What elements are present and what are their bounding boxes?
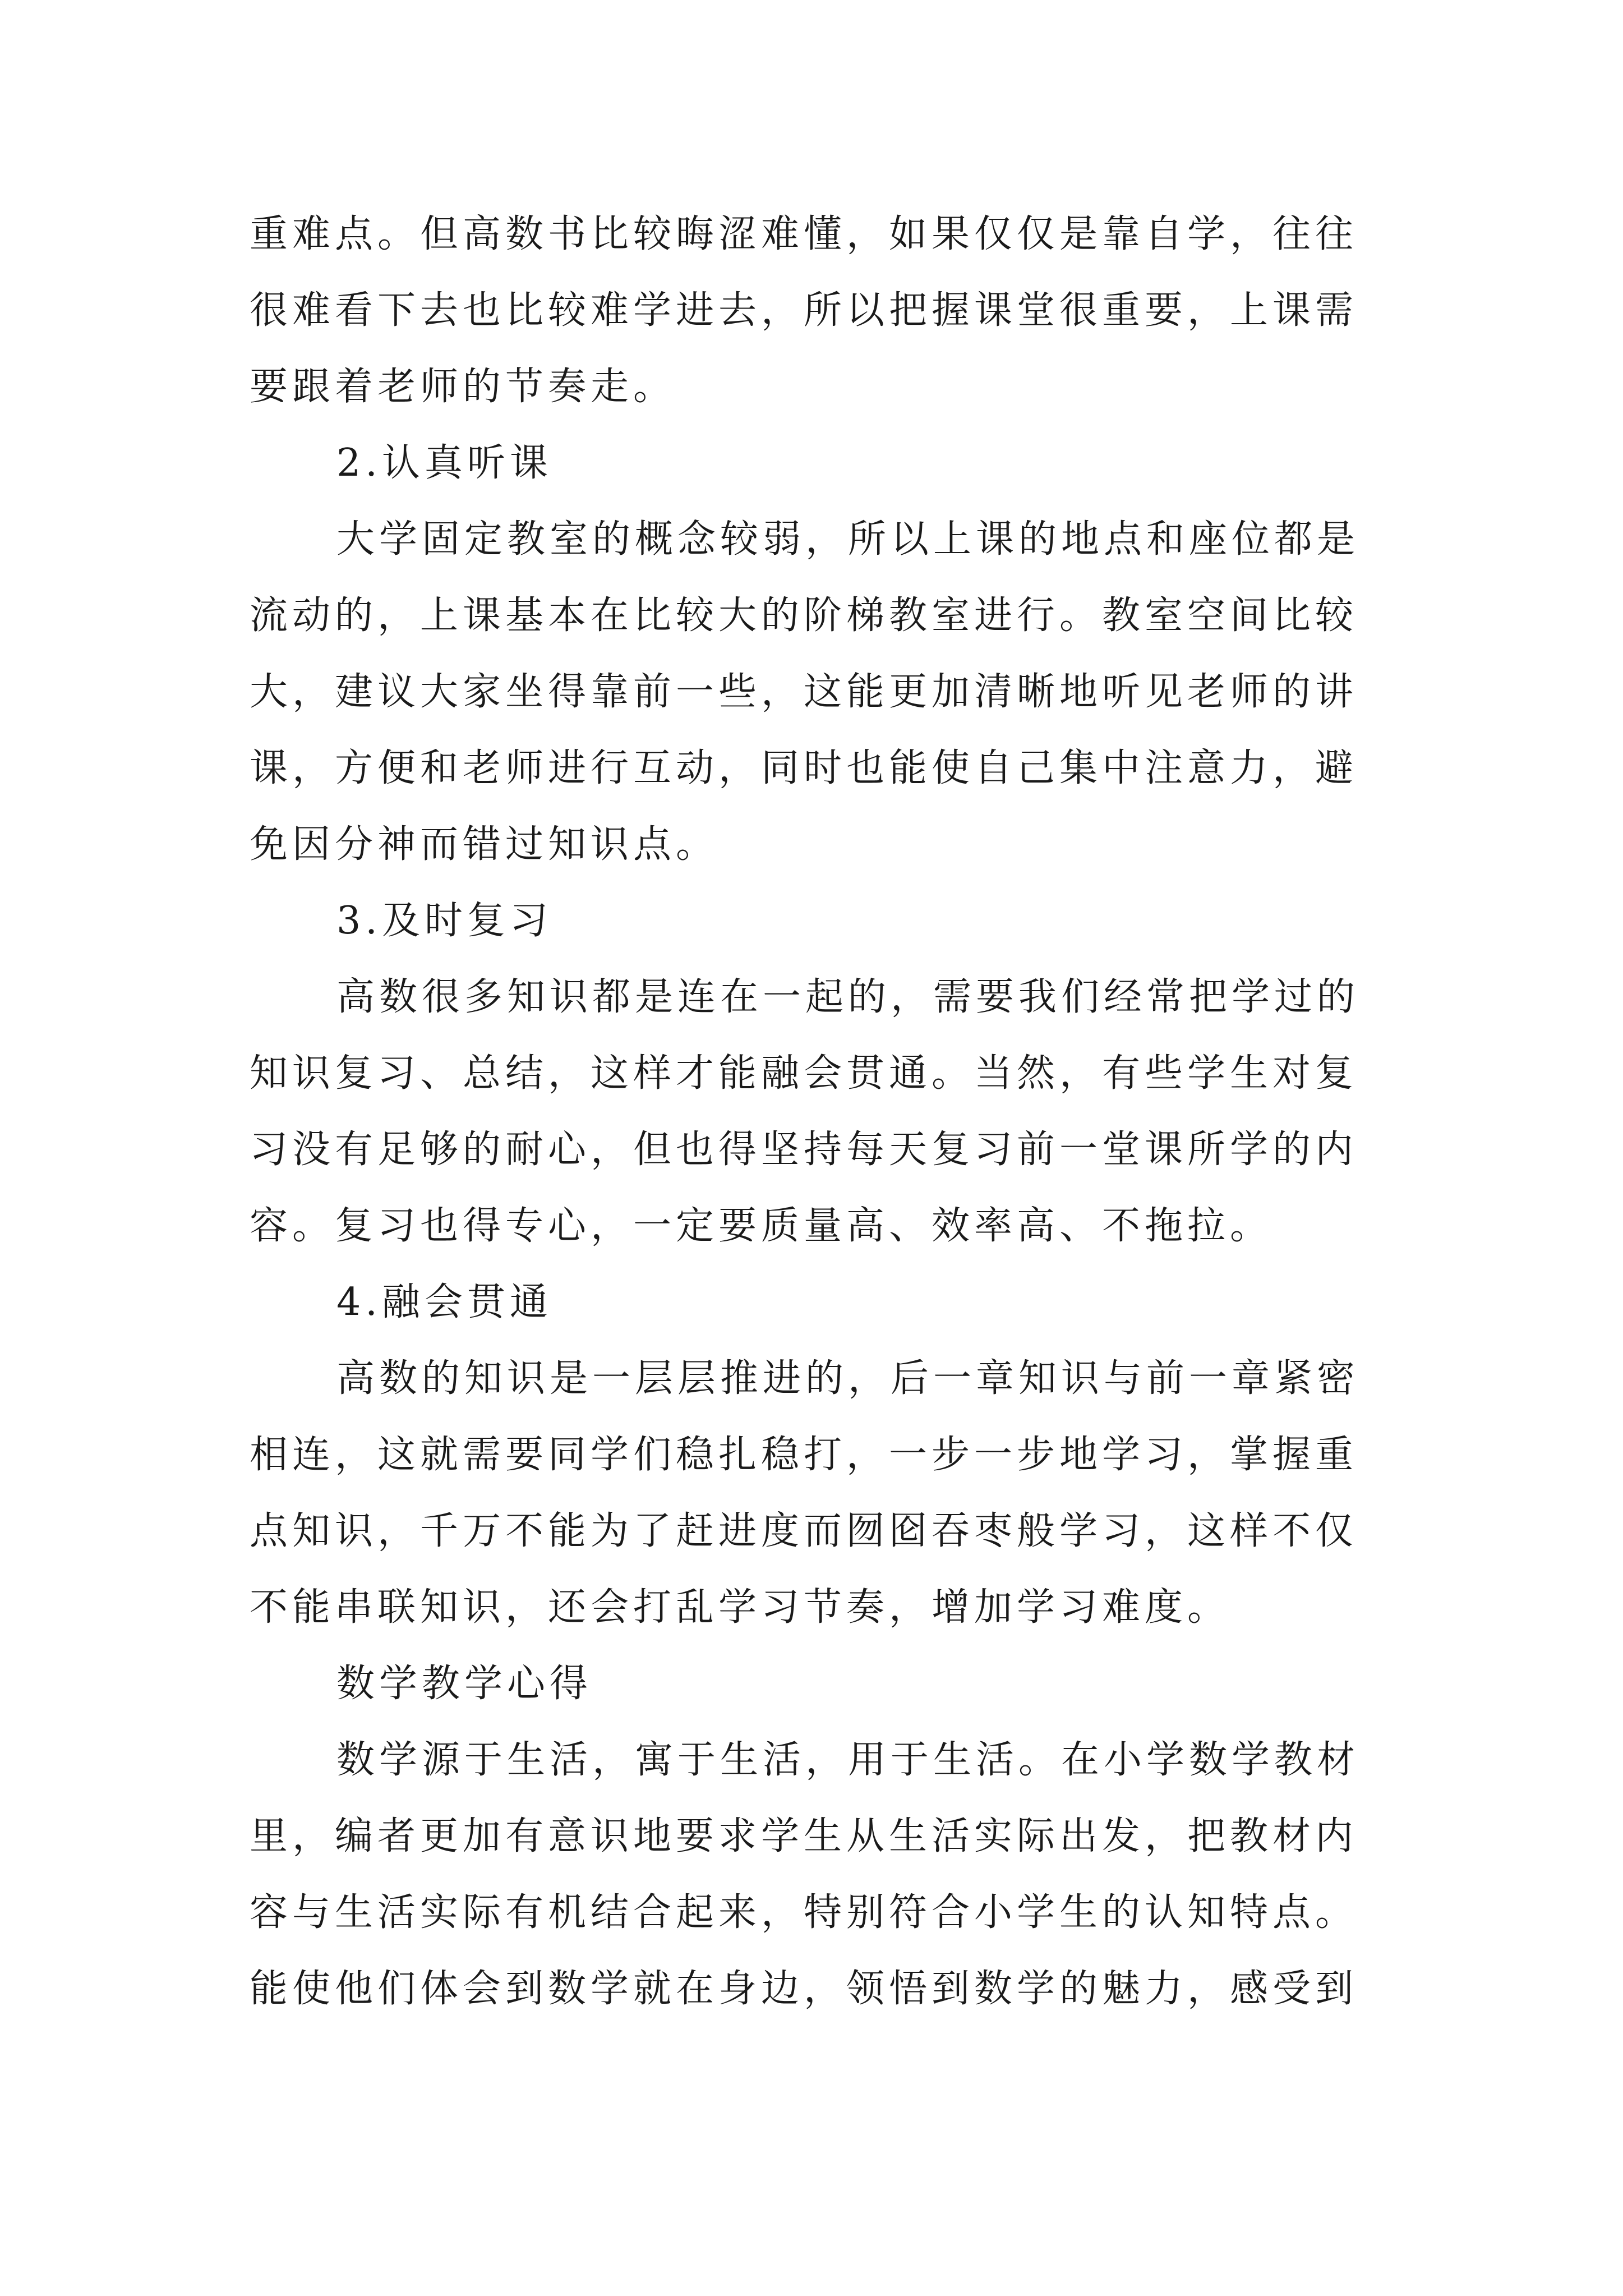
- text-line: 容。复习也得专心，一定要质量高、效率高、不拖拉。: [250, 1204, 1273, 1248]
- text-line: 习没有足够的耐心，但也得坚持每天复习前一堂课所学的内: [250, 1128, 1358, 1172]
- text-line: 3.及时复习: [336, 899, 552, 943]
- text-line: 相连，这就需要同学们稳扎稳打，一步一步地学习，掌握重: [250, 1433, 1358, 1477]
- text-line: 里，编者更加有意识地要求学生从生活实际出发，把教材内: [250, 1814, 1358, 1858]
- text-line: 不能串联知识，还会打乱学习节奏，增加学习难度。: [250, 1585, 1230, 1630]
- text-line: 容与生活实际有机结合起来，特别符合小学生的认知特点。: [250, 1890, 1358, 1935]
- text-line: 能使他们体会到数学就在身边，领悟到数学的魅力，感受到: [250, 1967, 1358, 2011]
- text-line: 高数很多知识都是连在一起的，需要我们经常把学过的: [336, 975, 1360, 1019]
- text-line: 流动的，上课基本在比较大的阶梯教室进行。教室空间比较: [250, 593, 1358, 638]
- text-line: 数学教学心得: [336, 1662, 593, 1706]
- text-line: 大，建议大家坐得靠前一些，这能更加清晰地听见老师的讲: [250, 670, 1358, 714]
- text-line: 大学固定教室的概念较弱，所以上课的地点和座位都是: [336, 517, 1360, 562]
- document-body: [250, 196, 1399, 2027]
- text-line: 2.认真听课: [336, 441, 552, 485]
- text-line: 免因分神而错过知识点。: [250, 822, 719, 867]
- text-line: 要跟着老师的节奏走。: [250, 365, 676, 409]
- text-line: 很难看下去也比较难学进去，所以把握课堂很重要，上课需: [250, 288, 1358, 333]
- text-line: 重难点。但高数书比较晦涩难懂，如果仅仅是靠自学，往往: [250, 212, 1358, 256]
- text-line: 点知识，千万不能为了赶进度而囫囵吞枣般学习，这样不仅: [250, 1509, 1358, 1553]
- text-line: 课，方便和老师进行互动，同时也能使自己集中注意力，避: [250, 746, 1358, 790]
- text-line: 高数的知识是一层层推进的，后一章知识与前一章紧密: [336, 1356, 1360, 1401]
- text-line: 知识复习、总结，这样才能融会贯通。当然，有些学生对复: [250, 1051, 1358, 1096]
- text-line: 4.融会贯通: [336, 1280, 552, 1324]
- text-line: 数学源于生活，寓于生活，用于生活。在小学数学教材: [336, 1738, 1360, 1782]
